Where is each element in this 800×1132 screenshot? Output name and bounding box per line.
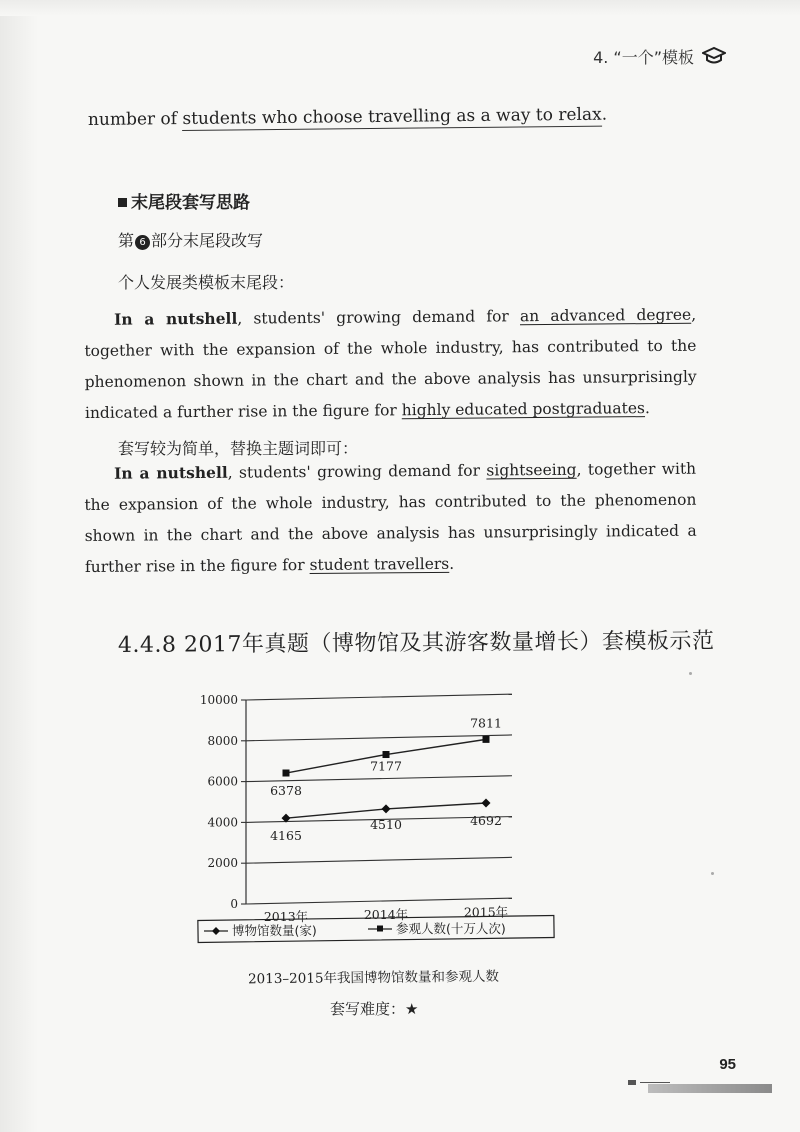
data-point	[483, 736, 490, 743]
data-label: 7177	[370, 758, 402, 774]
y-tick-label: 8000	[207, 733, 238, 748]
chart-caption: 2013–2015年我国博物馆数量和参观人数	[247, 968, 500, 988]
text: 部分末尾段改写	[151, 231, 264, 250]
template-label: 个人发展类模板末尾段：	[118, 273, 295, 292]
legend-marker-diamond	[212, 927, 220, 935]
data-point	[383, 751, 390, 758]
data-point	[382, 804, 391, 813]
section-title: 4.4.8 2017年真题（博物馆及其游客数量增长）套模板示范	[117, 628, 715, 658]
line-chart	[190, 686, 570, 956]
text: , together with the expansion of the whole industry, has contributed to the phenomenon shown in the chart and the above analysis has unsurprisingly indicated a further rise in the figure for	[84, 305, 697, 422]
difficulty-label: 套写难度：	[330, 1000, 406, 1018]
data-label: 7811	[470, 715, 502, 731]
y-tick-label: 6000	[207, 774, 238, 789]
bold-phrase: In a nutshell	[114, 462, 228, 483]
bullet-square-icon	[118, 198, 127, 207]
graduation-cap-icon	[702, 44, 726, 68]
data-point	[283, 770, 290, 777]
y-tick-label: 4000	[207, 815, 238, 830]
margin-dot	[711, 872, 714, 875]
text: , students' growing demand for	[227, 461, 487, 482]
x-tick-label: 2014年	[363, 906, 409, 922]
footer-bar	[648, 1084, 772, 1093]
gridline	[246, 898, 512, 904]
underlined-phrase: student travellers	[309, 554, 450, 575]
data-label: 4692	[470, 813, 502, 829]
y-tick-label: 0	[230, 897, 238, 911]
underlined-phrase: an advanced degree	[519, 305, 692, 326]
page-shadow-top	[0, 0, 800, 16]
text: , students' growing demand for	[237, 307, 521, 328]
sub-heading	[118, 228, 263, 251]
text: .	[601, 104, 608, 125]
text: , together with the expansion of the whole industry, has contributed to the phenomenon shown in the chart and the above analysis has unsurprisingly indicated a further rise in the figure for	[84, 459, 697, 576]
data-label: 4510	[370, 816, 402, 832]
section-heading	[118, 188, 250, 213]
legend-marker-square	[377, 926, 383, 932]
gridline	[246, 694, 512, 700]
underlined-phrase: highly educated postgraduates	[401, 399, 646, 420]
data-label: 6378	[270, 783, 302, 799]
footer-mark	[628, 1080, 636, 1085]
difficulty-rating	[330, 998, 418, 1019]
text: 第	[118, 231, 135, 250]
y-tick-label: 10000	[199, 693, 238, 707]
running-head	[593, 44, 726, 68]
bold-phrase: In a nutshell	[114, 308, 238, 329]
legend-label-visitors: 参观人数(十万人次)	[396, 921, 506, 936]
underlined-phrase: students who choose travelling as a way to relax	[182, 104, 602, 130]
legend-label-museums: 博物馆数量(家)	[232, 923, 317, 938]
x-tick-label: 2013年	[263, 909, 309, 925]
paragraph-example	[84, 453, 697, 583]
paragraph-template	[84, 299, 697, 429]
underlined-phrase: sightseeing	[486, 460, 577, 480]
margin-dot	[689, 672, 692, 675]
page-shadow	[0, 0, 38, 1132]
x-tick-label: 2015年	[463, 904, 509, 920]
gridline	[246, 857, 512, 863]
text: .	[644, 399, 650, 418]
footer-line	[640, 1082, 670, 1083]
circled-number: 6	[135, 235, 150, 250]
running-title: 4. “一个”模板	[593, 47, 694, 67]
gridline	[246, 735, 512, 741]
y-tick-label: 2000	[207, 856, 238, 871]
star-icon: ★	[405, 1000, 419, 1018]
gridline	[246, 776, 512, 782]
text: number of	[87, 109, 183, 130]
data-point	[482, 799, 491, 808]
section-heading-text: 末尾段套写思路	[131, 193, 250, 213]
page-number: 95	[719, 1056, 736, 1073]
data-label: 4165	[270, 828, 302, 844]
instruction-line: 套写较为简单，替换主题词即可：	[118, 439, 359, 458]
text: .	[449, 554, 455, 573]
continued-sentence	[88, 105, 607, 130]
